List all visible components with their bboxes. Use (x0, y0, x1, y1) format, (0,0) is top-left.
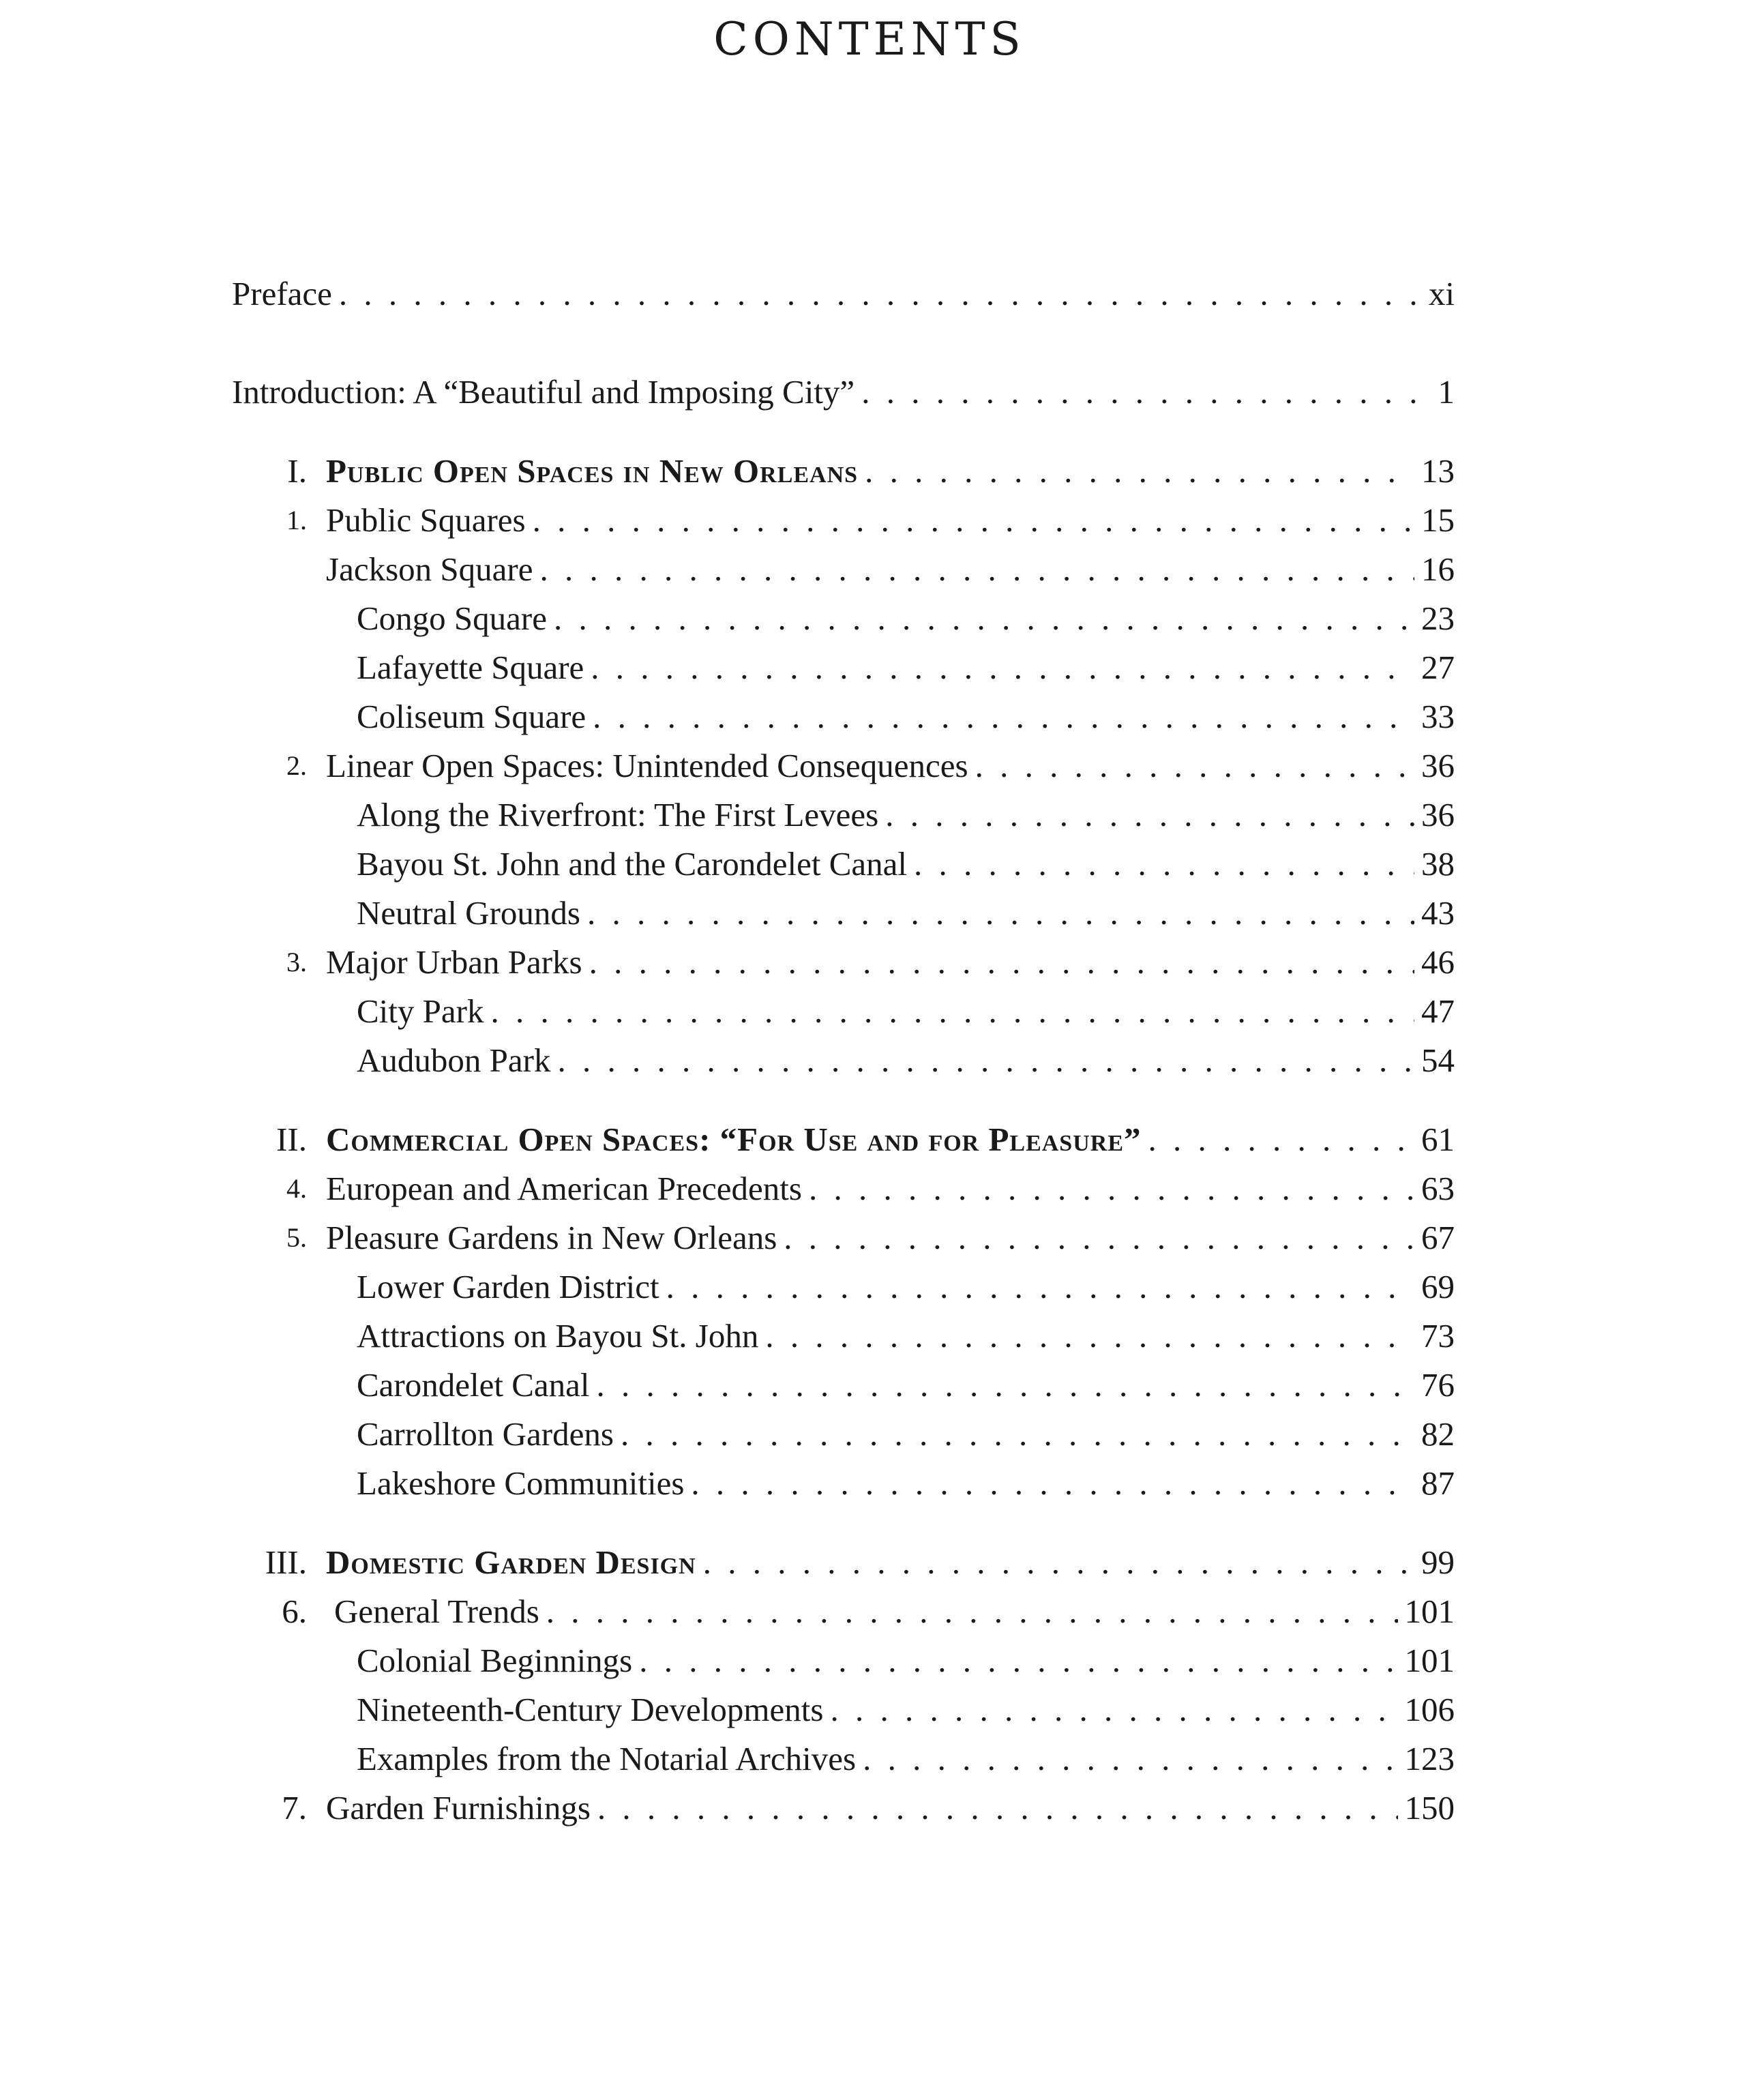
toc-page-number: 76 (1421, 1366, 1455, 1404)
toc-entry-title: Garden Furnishings (326, 1789, 591, 1827)
toc-entry-title: Major Urban Parks (326, 943, 582, 981)
dot-leader (591, 643, 1414, 692)
toc-section[interactable] (232, 1410, 1455, 1459)
dot-leader (703, 1538, 1414, 1587)
dot-leader (691, 1459, 1414, 1508)
dot-leader (539, 545, 1414, 594)
toc-entry-title: Coliseum Square (357, 698, 586, 735)
dot-leader (765, 1312, 1414, 1361)
dot-leader (490, 987, 1414, 1036)
toc-chapter-7[interactable] (232, 1784, 1455, 1833)
toc-section[interactable] (232, 1262, 1455, 1312)
toc-section[interactable] (232, 1312, 1455, 1361)
toc-section[interactable] (232, 1036, 1455, 1085)
toc-page-number: 23 (1421, 600, 1455, 637)
toc-section[interactable] (232, 1734, 1455, 1784)
dot-leader (597, 1784, 1398, 1833)
toc-chapter-2[interactable] (232, 741, 1455, 790)
dot-leader (861, 368, 1431, 417)
toc-entry-title: Carrollton Gardens (357, 1415, 614, 1453)
toc-entry-title: Attractions on Bayou St. John (357, 1317, 759, 1355)
toc-entry-title: Nineteenth-Century Developments (357, 1691, 824, 1728)
toc-page-number: 82 (1421, 1415, 1455, 1453)
toc-page-number: 87 (1421, 1464, 1455, 1502)
dot-leader (863, 1734, 1397, 1784)
toc-page-number: 13 (1421, 452, 1455, 490)
toc-chapter-1[interactable] (232, 496, 1455, 545)
toc-chapter-5[interactable] (232, 1213, 1455, 1262)
dot-leader (885, 790, 1414, 840)
toc-page-number: 101 (1404, 1593, 1455, 1630)
dot-leader (830, 1685, 1397, 1734)
toc-entry-title: General Trends (334, 1593, 539, 1630)
toc-entry-title: Lakeshore Communities (357, 1464, 685, 1502)
toc-chapter-4[interactable] (232, 1164, 1455, 1213)
toc-entry-title: Lower Garden District (357, 1268, 659, 1305)
toc-section[interactable] (232, 643, 1455, 692)
dot-leader (587, 889, 1414, 938)
part-title: Domestic Garden Design (326, 1543, 696, 1581)
toc-section[interactable] (232, 987, 1455, 1036)
dot-leader (339, 269, 1422, 319)
toc-page-number: 67 (1421, 1219, 1455, 1256)
page-title: CONTENTS (713, 13, 1026, 65)
toc-entry-title: Public Squares (326, 501, 526, 539)
toc-entry-title: European and American Precedents (326, 1170, 802, 1207)
toc-page-number: 106 (1404, 1691, 1455, 1728)
chapter-number: 5. (286, 1222, 307, 1253)
toc-entry-title: Bayou St. John and the Carondelet Canal (357, 845, 907, 883)
toc-page-number: 101 (1404, 1642, 1455, 1679)
toc-page-number: 16 (1421, 550, 1455, 588)
toc-entry-title: Carondelet Canal (357, 1366, 590, 1404)
toc-page-number: 69 (1421, 1268, 1455, 1305)
toc-page-number: 150 (1404, 1789, 1455, 1827)
toc-chapter-6[interactable] (232, 1587, 1455, 1636)
dot-leader (975, 741, 1414, 790)
toc-page-number: 36 (1421, 796, 1455, 833)
toc-section[interactable] (232, 1685, 1455, 1734)
dot-leader (865, 447, 1414, 496)
dot-leader (533, 496, 1414, 545)
toc-chapter-3[interactable] (232, 938, 1455, 987)
toc-page-number: 43 (1421, 894, 1455, 932)
chapter-number: 6. (282, 1593, 307, 1630)
toc-entry-introduction[interactable] (232, 368, 1455, 417)
chapter-number: 7. (282, 1789, 307, 1827)
dot-leader (546, 1587, 1398, 1636)
toc-entry-title: Colonial Beginnings (357, 1642, 633, 1679)
toc-section[interactable] (232, 790, 1455, 840)
table-of-contents (232, 269, 1455, 1833)
toc-entry-title: Linear Open Spaces: Unintended Consequences (326, 747, 968, 784)
toc-page-number: 99 (1421, 1543, 1455, 1581)
toc-section[interactable] (232, 545, 1455, 594)
toc-page-number: 123 (1404, 1740, 1455, 1777)
toc-section[interactable] (232, 692, 1455, 741)
toc-entry-title: Jackson Square (326, 550, 533, 588)
toc-page-number: 36 (1421, 747, 1455, 784)
toc-section[interactable] (232, 594, 1455, 643)
toc-page-number: 73 (1421, 1317, 1455, 1355)
toc-page-number: 61 (1421, 1121, 1455, 1158)
toc-page-number: 47 (1421, 992, 1455, 1030)
toc-section[interactable] (232, 1361, 1455, 1410)
dot-leader (666, 1262, 1414, 1312)
dot-leader (593, 692, 1414, 741)
toc-entry-title: Lafayette Square (357, 649, 584, 686)
toc-part-2[interactable] (232, 1115, 1455, 1164)
dot-leader (621, 1410, 1414, 1459)
dot-leader (1148, 1115, 1414, 1164)
toc-entry-title: Along the Riverfront: The First Levees (357, 796, 879, 833)
toc-page-number: 63 (1421, 1170, 1455, 1207)
part-title: Commercial Open Spaces: “For Use and for Pleasure” (326, 1121, 1142, 1158)
toc-entry-title: Neutral Grounds (357, 894, 580, 932)
part-number: I. (287, 452, 307, 490)
toc-entry-title: Preface (232, 275, 332, 312)
toc-entry-title: Congo Square (357, 600, 547, 637)
toc-section[interactable] (232, 1459, 1455, 1508)
toc-page-number: 54 (1421, 1041, 1455, 1079)
toc-page-number: 38 (1421, 845, 1455, 883)
toc-part-3[interactable] (232, 1538, 1455, 1587)
toc-section[interactable] (232, 1636, 1455, 1685)
part-number: II. (276, 1121, 307, 1158)
toc-page-number: 1 (1438, 373, 1455, 411)
dot-leader (639, 1636, 1397, 1685)
dot-leader (597, 1361, 1414, 1410)
dot-leader (809, 1164, 1414, 1213)
chapter-number: 4. (286, 1173, 307, 1204)
toc-page-number: xi (1428, 275, 1455, 312)
dot-leader (554, 594, 1414, 643)
toc-section[interactable] (232, 889, 1455, 938)
part-number: III. (265, 1543, 307, 1581)
toc-entry-title: Pleasure Gardens in New Orleans (326, 1219, 777, 1256)
dot-leader (784, 1213, 1414, 1262)
toc-page-number: 33 (1421, 698, 1455, 735)
toc-entry-title: Introduction: A “Beautiful and Imposing City” (232, 373, 855, 411)
toc-entry-title: Examples from the Notarial Archives (357, 1740, 857, 1777)
toc-section[interactable] (232, 840, 1455, 889)
part-title: Public Open Spaces in New Orleans (326, 452, 859, 490)
toc-part-1[interactable] (232, 447, 1455, 496)
chapter-number: 1. (286, 505, 307, 535)
toc-page-number: 15 (1421, 501, 1455, 539)
chapter-number: 2. (286, 750, 307, 781)
toc-entry-preface[interactable] (232, 269, 1455, 319)
toc-page-number: 46 (1421, 943, 1455, 981)
toc-entry-title: City Park (357, 992, 484, 1030)
dot-leader (557, 1036, 1414, 1085)
dot-leader (589, 938, 1414, 987)
toc-page-number: 27 (1421, 649, 1455, 686)
toc-entry-title: Audubon Park (357, 1041, 551, 1079)
dot-leader (914, 840, 1414, 889)
chapter-number: 3. (286, 947, 307, 977)
